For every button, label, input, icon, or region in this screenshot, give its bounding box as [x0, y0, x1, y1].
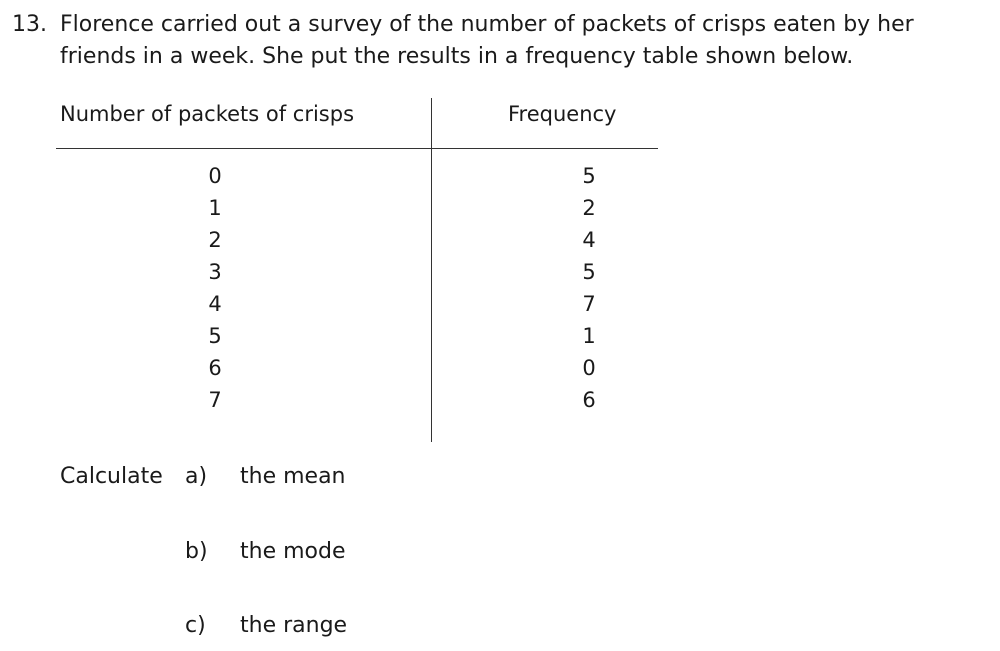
cell-number: 2	[208, 228, 222, 252]
question-line-1: Florence carried out a survey of the number of packets of crisps eaten by her	[60, 12, 914, 37]
cell-frequency: 5	[582, 260, 596, 284]
part-a-text: the mean	[240, 464, 346, 489]
part-a-letter: a)	[185, 464, 208, 489]
cell-number: 7	[208, 388, 222, 412]
cell-frequency: 6	[582, 388, 596, 412]
question-line-2: friends in a week. She put the results in a frequency table shown below.	[60, 44, 854, 69]
table-header-divider	[56, 148, 658, 149]
part-b-text: the mode	[240, 539, 346, 564]
cell-number: 3	[208, 260, 222, 284]
cell-frequency: 5	[582, 164, 596, 188]
frequency-table	[56, 98, 658, 442]
cell-frequency: 7	[582, 292, 596, 316]
part-c-text: the range	[240, 613, 348, 638]
cell-number: 5	[208, 324, 222, 348]
cell-number: 4	[208, 292, 222, 316]
cell-number: 1	[208, 196, 222, 220]
table-column-divider	[431, 98, 432, 442]
cell-number: 6	[208, 356, 222, 380]
cell-frequency: 4	[582, 228, 596, 252]
calculate-label: Calculate	[60, 464, 163, 489]
cell-frequency: 1	[582, 324, 596, 348]
cell-number: 0	[208, 164, 222, 188]
question-number: 13.	[12, 12, 47, 37]
cell-frequency: 2	[582, 196, 596, 220]
cell-frequency: 0	[582, 356, 596, 380]
part-b-letter: b)	[185, 539, 208, 564]
header-frequency: Frequency	[508, 102, 617, 126]
header-number-of-packets: Number of packets of crisps	[60, 102, 355, 126]
part-c-letter: c)	[185, 613, 206, 638]
